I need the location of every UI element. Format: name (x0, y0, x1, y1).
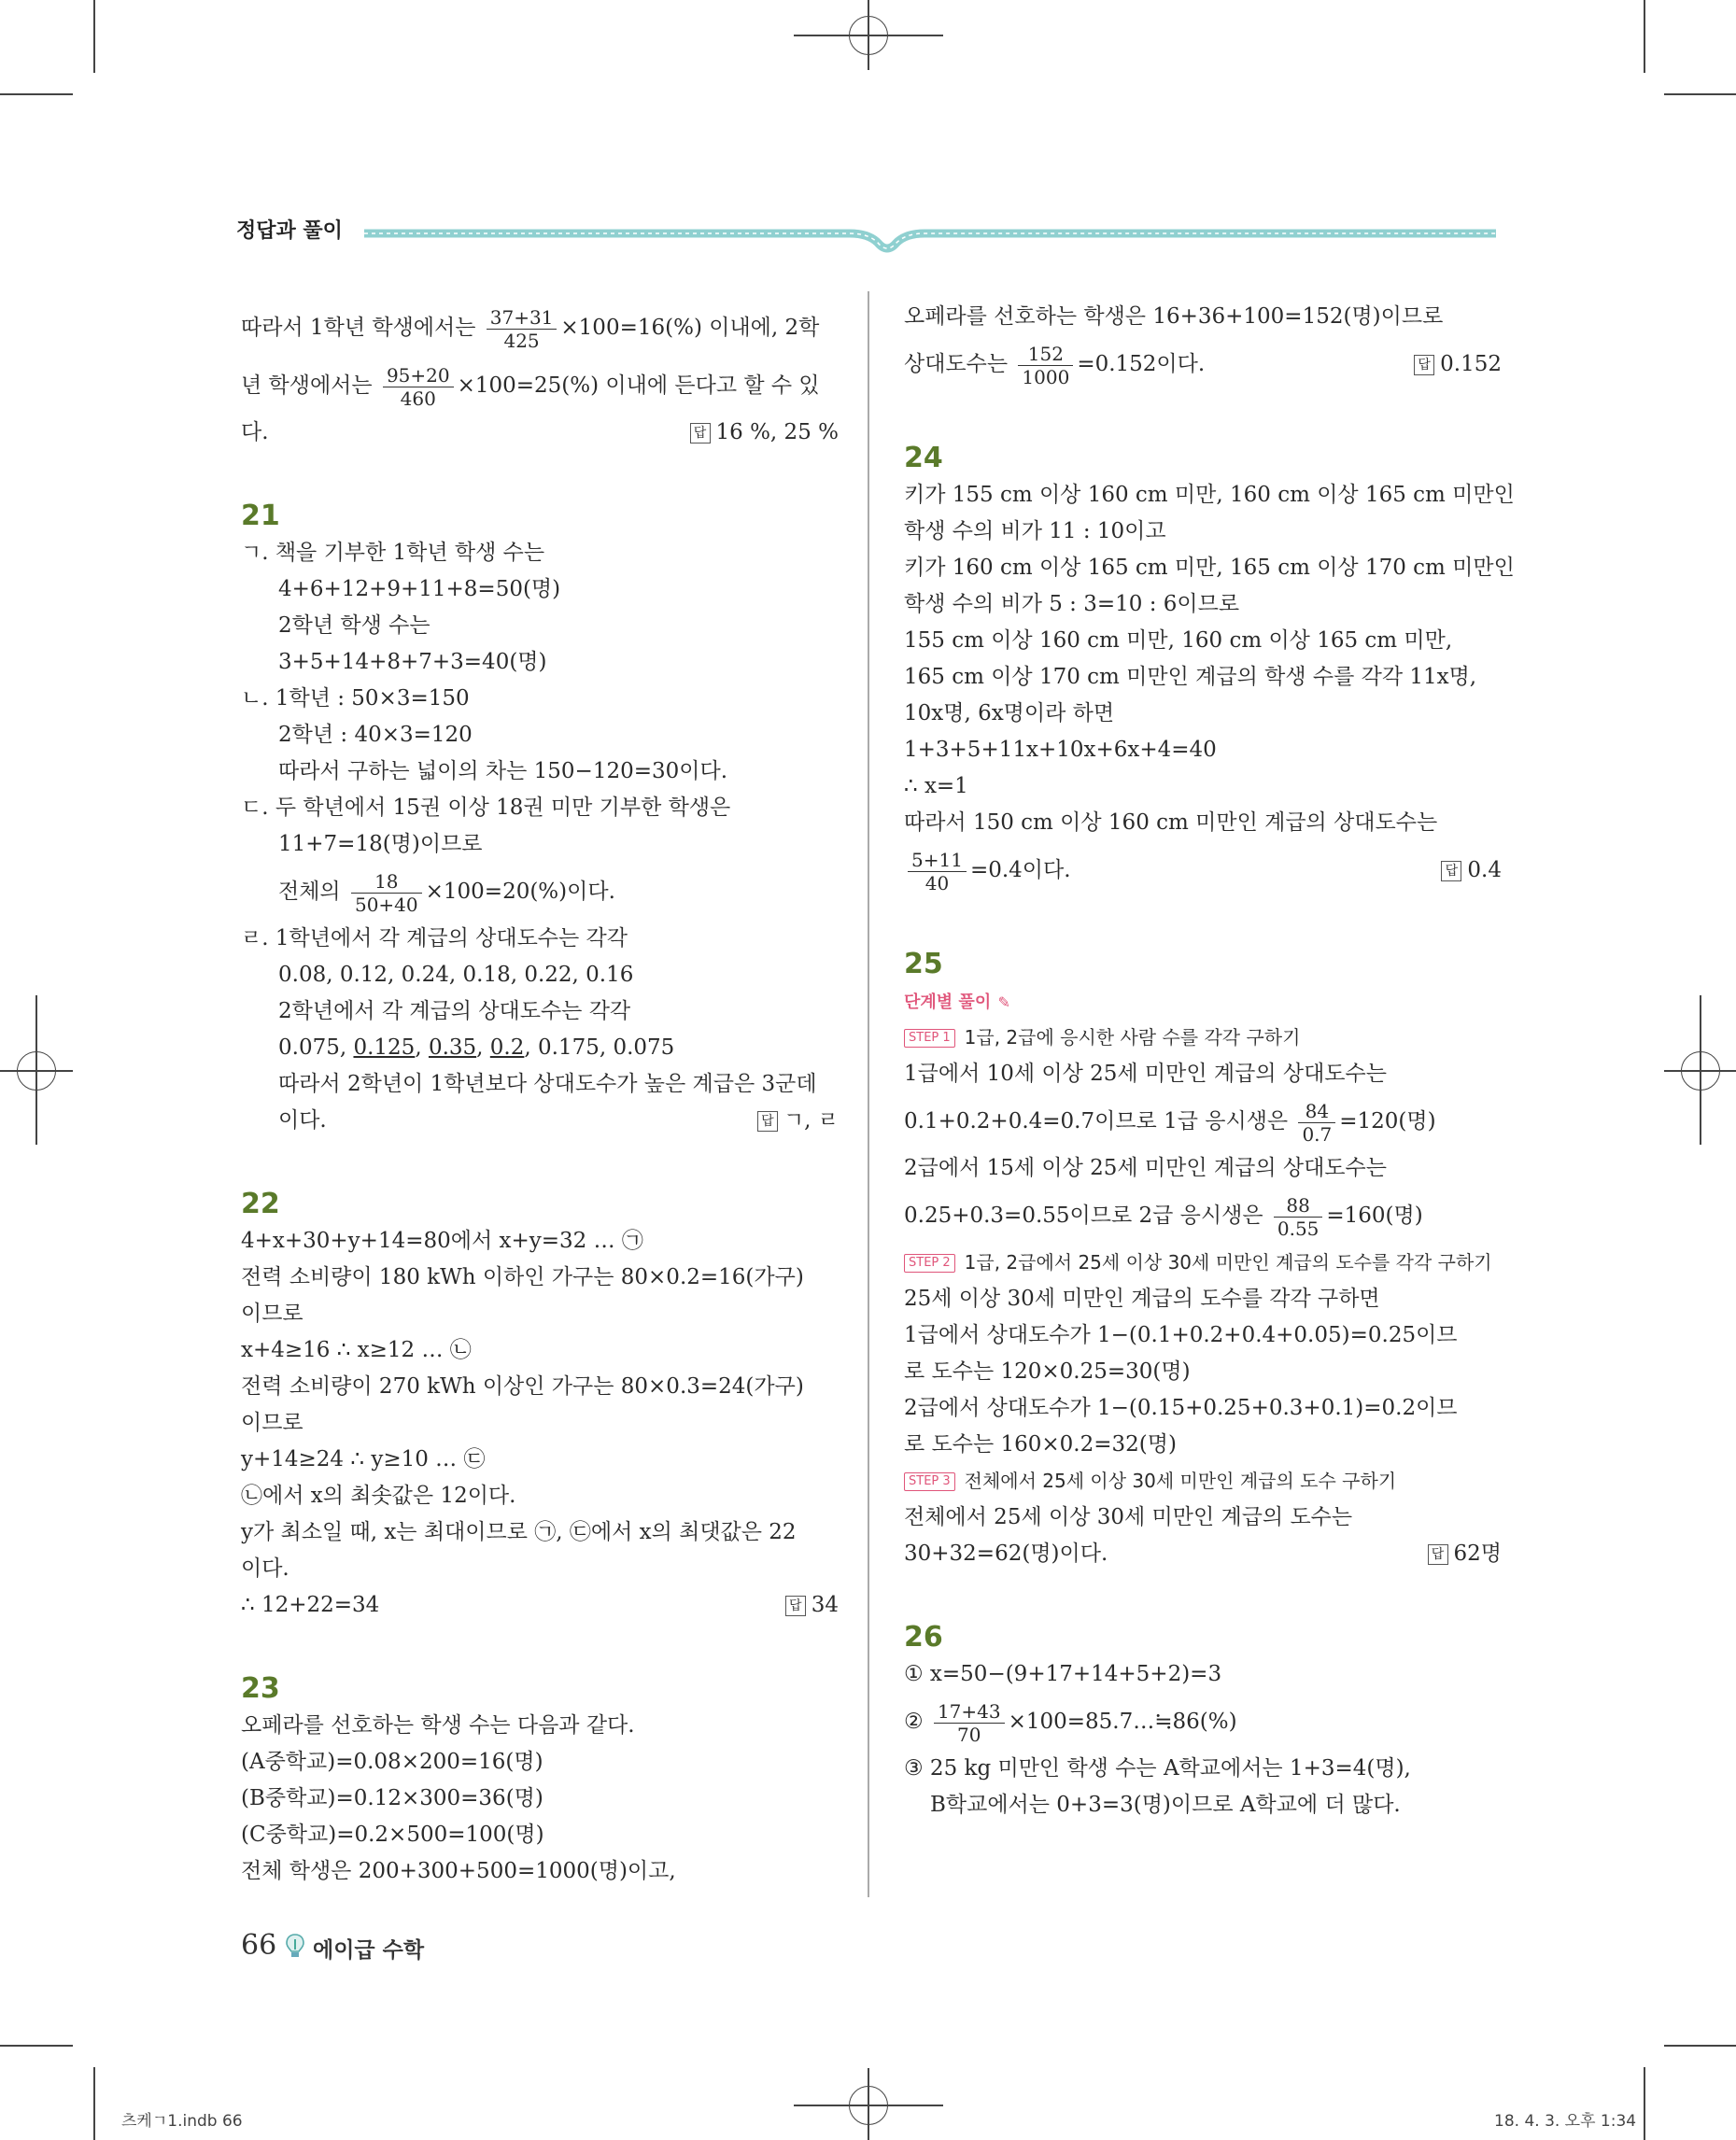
fraction: $\frac{37+31}{425}$ (487, 306, 557, 352)
answer-icon: 답 (1428, 1544, 1448, 1565)
text-line: 2학년 학생 수는 (278, 613, 430, 638)
text-line: 0.1+0.2+0.4=0.7이므로 1급 응시생은 $\frac{84}{0.7}$ =120(명) (904, 1099, 1436, 1146)
text-line: ㄱ. 책을 기부한 1학년 학생 수는 (241, 541, 545, 565)
text-line: 전체 학생은 200+300+500=1000(명)이고, (241, 1859, 676, 1883)
answer: 답 16 %, 25 % (690, 415, 840, 451)
text-line: 3+5+14+8+7+3=40(명) (278, 650, 547, 674)
fraction: $\frac{84}{0.7}$ (1298, 1100, 1335, 1146)
registration-circle (1681, 1051, 1720, 1091)
text-line: 이므로 (241, 1411, 303, 1435)
text-line: (C중학교)=0.2×500=100(명) (241, 1823, 544, 1847)
text-line: 0.08, 0.12, 0.24, 0.18, 0.22, 0.16 (278, 963, 634, 987)
text-line: ① x=50−(9+17+14+5+2)=3 (904, 1662, 1222, 1686)
problem-number: 25 (904, 948, 943, 980)
text-line: 이다. 답 ㄱ, ㄹ (241, 1103, 839, 1139)
problem-number: 22 (241, 1188, 280, 1220)
text-line: ∴ x=1 (904, 774, 968, 798)
answer: 답 0.152 (1414, 335, 1502, 393)
text-line: 전력 소비량이 270 kWh 이상인 가구는 80×0.3=24(가구) (241, 1374, 804, 1399)
text-line: B학교에서는 0+3=3(명)이므로 A학교에 더 많다. (930, 1793, 1401, 1817)
text-line: 1+3+5+11x+10x+6x+4=40 (904, 738, 1217, 762)
header-ornament (364, 222, 1496, 260)
text-line: 년 학생에서는 $\frac{95+20}{460}$ ×100=25(%) 이내에 든다고 할 수 있 (241, 363, 820, 410)
problem-number: 23 (241, 1672, 280, 1705)
answer: 답 ㄱ, ㄹ (757, 1103, 839, 1139)
answer-icon: 답 (1441, 861, 1461, 881)
fraction: $\frac{5+11}{40}$ (908, 849, 967, 894)
text-line: 25세 이상 30세 미만인 계급의 도수를 각각 구하면 (904, 1287, 1380, 1311)
text-line: 다. 답 16 %, 25 % (241, 415, 839, 451)
text-line: 전체에서 25세 이상 30세 미만인 계급의 도수는 (904, 1505, 1353, 1529)
fraction: $\frac{17+43}{70}$ (934, 1700, 1005, 1746)
page-number: 66 (241, 1929, 277, 1962)
crop-mark (1644, 0, 1645, 73)
crop-mark (1664, 2045, 1736, 2047)
text-line: ② $\frac{17+43}{70}$ ×100=85.7…≒86(%) (904, 1699, 1237, 1746)
text-line: x+4≥16 ∴ x≥12 … ㉡ (241, 1338, 472, 1362)
text-line: ㉡에서 x의 최솟값은 12이다. (241, 1484, 516, 1508)
text-line: 이므로 (241, 1302, 303, 1326)
text-line: 0.075, 0.125, 0.35, 0.2, 0.175, 0.075 (278, 1035, 675, 1060)
crop-mark (0, 2045, 73, 2047)
text-line: 2학년에서 각 계급의 상대도수는 각각 (278, 999, 631, 1023)
text-line: 0.25+0.3=0.55이므로 2급 응시생은 $\frac{88}{0.55}$ =160(명) (904, 1193, 1423, 1240)
crop-mark (93, 0, 95, 73)
answer: 답 0.4 (1441, 841, 1502, 899)
registration-circle (17, 1051, 56, 1091)
text-line: 따라서 구하는 넓이의 차는 150−120=30이다. (278, 759, 727, 783)
right-column (904, 299, 1515, 1823)
text-line: 1급에서 상대도수가 1−(0.1+0.2+0.4+0.05)=0.25이므 (904, 1323, 1458, 1347)
text-line: 155 cm 이상 160 cm 미만, 160 cm 이상 165 cm 미만, (904, 628, 1453, 653)
text-line: 전력 소비량이 180 kWh 이하인 가구는 80×0.2=16(가구) (241, 1265, 804, 1289)
text-line: ㄹ. 1학년에서 각 계급의 상대도수는 각각 (241, 926, 628, 950)
fraction: $\frac{88}{0.55}$ (1274, 1194, 1323, 1240)
text-line: 전체의 $\frac{18}{50+40}$ ×100=20(%)이다. (278, 869, 615, 916)
column-divider (868, 291, 869, 1897)
answer: 답 62명 (1428, 1536, 1503, 1572)
fraction: $\frac{152}{1000}$ (1018, 343, 1073, 388)
text-line: ㄷ. 두 학년에서 15권 이상 18권 미만 기부한 학생은 (241, 795, 731, 820)
answer-icon: 답 (1414, 355, 1434, 375)
text-line: 로 도수는 160×0.2=32(명) (904, 1432, 1177, 1457)
step-heading: STEP 3 전체에서 25세 이상 30세 미만인 계급의 도수 구하기 (904, 1463, 1502, 1499)
answer: 답 34 (785, 1587, 839, 1624)
text-line: 11+7=18(명)이므로 (278, 832, 483, 856)
crop-mark (1664, 93, 1736, 95)
text-line: 4+6+12+9+11+8=50(명) (278, 577, 561, 601)
text-line: 오페라를 선호하는 학생은 16+36+100=152(명)이므로 (904, 304, 1444, 329)
print-timestamp: 18. 4. 3. 오후 1:34 (1494, 2112, 1637, 2131)
text-line: ㄴ. 1학년 : 50×3=150 (241, 686, 470, 711)
text-line: 로 도수는 120×0.25=30(명) (904, 1359, 1191, 1384)
header-label: 정답과 풀이 (236, 219, 343, 243)
problem-number: 26 (904, 1621, 943, 1654)
text-line: 따라서 150 cm 이상 160 cm 미만인 계급의 상대도수는 (904, 810, 1438, 835)
text-line: 2급에서 15세 이상 25세 미만인 계급의 상대도수는 (904, 1156, 1387, 1180)
text-line: 따라서 2학년이 1학년보다 상대도수가 높은 계급은 3군데 (278, 1072, 817, 1096)
problem-number: 24 (904, 442, 943, 474)
text-line: y+14≥24 ∴ y≥10 … ㉢ (241, 1447, 486, 1471)
text-line: 따라서 1학년 학생에서는 $\frac{37+31}{425}$ ×100=16(%) 이내에, 2학 (241, 305, 820, 352)
fraction: $\frac{18}{50+40}$ (351, 870, 422, 916)
text-line: 4+x+30+y+14=80에서 x+y=32 … ㉠ (241, 1229, 643, 1253)
answer-icon: 답 (757, 1111, 778, 1132)
left-column (241, 299, 839, 1890)
text-line: 키가 155 cm 이상 160 cm 미만, 160 cm 이상 165 cm 미만인 (904, 483, 1515, 507)
text-line: 학생 수의 비가 5 : 3=10 : 6이므로 (904, 592, 1240, 616)
text-line: 상대도수는 $\frac{152}{1000}$ =0.152이다. 답 0.152 (904, 335, 1502, 393)
text-line: ∴ 12+22=34 답 34 (241, 1587, 839, 1624)
registration-circle (849, 16, 888, 55)
text-line: 30+32=62(명)이다. 답 62명 (904, 1536, 1502, 1572)
text-line: (B중학교)=0.12×300=36(명) (241, 1786, 543, 1810)
problem-number: 21 (241, 500, 280, 532)
text-line: 165 cm 이상 170 cm 미만인 계급의 학생 수를 각각 11x명, (904, 665, 1477, 689)
crop-mark (93, 2067, 95, 2140)
text-line: y가 최소일 때, x는 최대이므로 ㉠, ㉢에서 x의 최댓값은 22 (241, 1520, 797, 1544)
text-line: 2학년 : 40×3=120 (278, 723, 473, 747)
text-line: 10x명, 6x명이라 하면 (904, 701, 1115, 725)
step-heading: STEP 1 1급, 2급에 응시한 사람 수를 각각 구하기 (904, 1020, 1502, 1056)
brand-logo: 에이급 수학 (313, 1938, 425, 1963)
text-line: $\frac{5+11}{40}$ =0.4이다. 답 0.4 (904, 841, 1502, 899)
answer-icon: 답 (690, 423, 711, 443)
answer-icon: 답 (785, 1596, 806, 1616)
crop-mark (0, 93, 73, 95)
print-file-label: 츠케ㄱ1.indb 66 (121, 2112, 243, 2131)
text-line: 학생 수의 비가 11 : 10이고 (904, 519, 1166, 543)
text-line: 1급에서 10세 이상 25세 미만인 계급의 상대도수는 (904, 1062, 1387, 1086)
text-line: (A중학교)=0.08×200=16(명) (241, 1750, 543, 1774)
registration-circle (849, 2086, 888, 2125)
lightbulb-icon (285, 1933, 305, 1961)
text-line: 2급에서 상대도수가 1−(0.15+0.25+0.3+0.1)=0.2이므 (904, 1396, 1458, 1420)
text-line: ③ 25 kg 미만인 학생 수는 A학교에서는 1+3=4(명), (904, 1756, 1411, 1781)
crop-mark (1644, 2067, 1645, 2140)
step-heading: STEP 2 1급, 2급에서 25세 이상 30세 미만인 계급의 도수를 각각 구하기 (904, 1245, 1502, 1281)
pencil-icon: ✎ (997, 993, 1010, 1011)
text-line: 오페라를 선호하는 학생 수는 다음과 같다. (241, 1713, 635, 1738)
text-line: 이다. (241, 1556, 289, 1581)
fraction: $\frac{95+20}{460}$ (383, 364, 454, 410)
step-label: 단계별 풀이 ✎ (904, 993, 1010, 1012)
text-line: 키가 160 cm 이상 165 cm 미만, 165 cm 이상 170 cm 미만인 (904, 556, 1515, 580)
